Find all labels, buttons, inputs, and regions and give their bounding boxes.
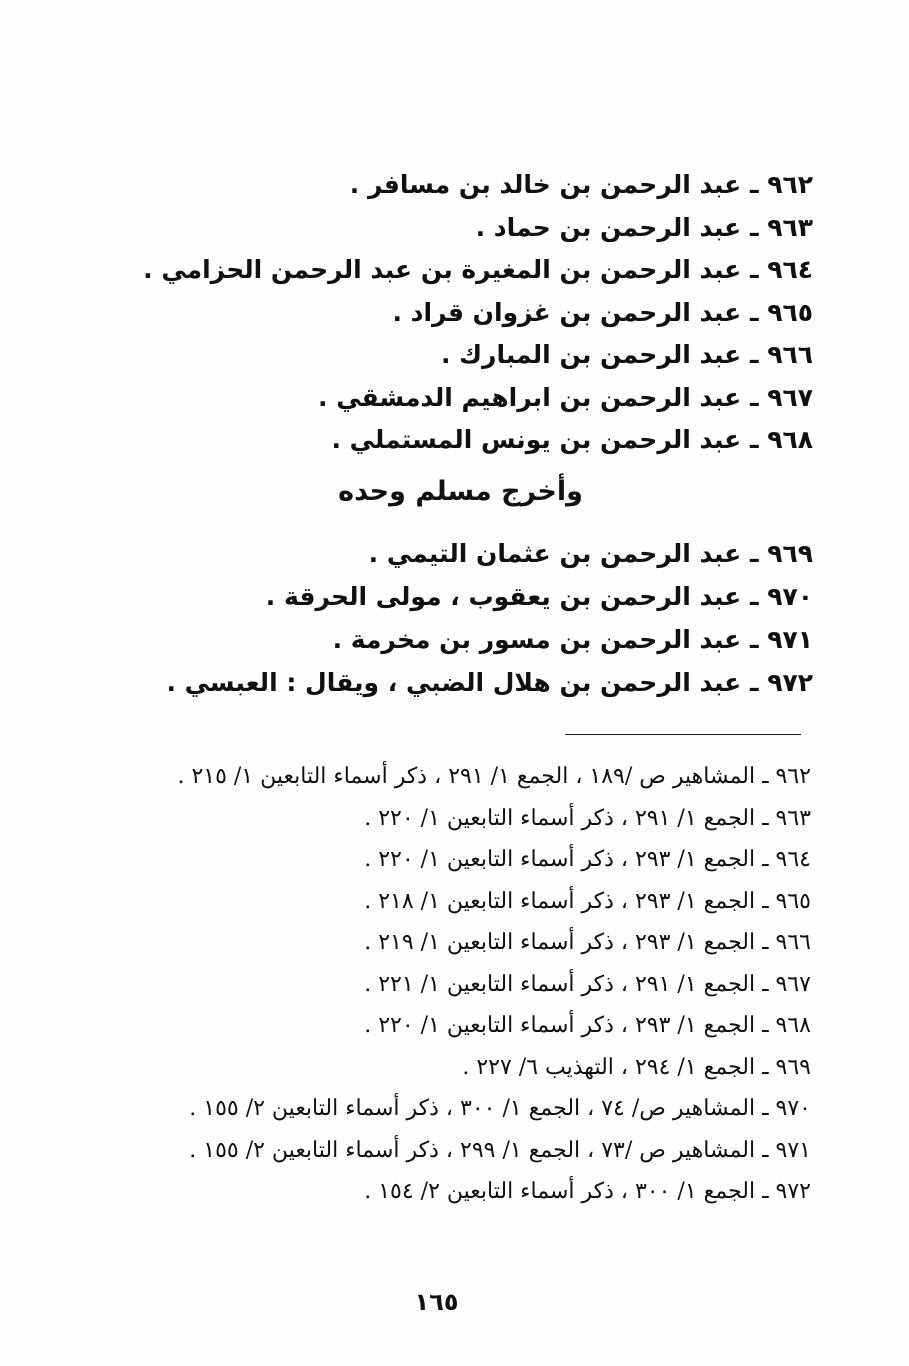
list-item: ٩٦٢ ـ عبد الرحمن بن خالد بن مسافر . xyxy=(349,170,813,199)
footnote: ٩٧٢ ـ الجمع ١/ ٣٠٠ ، ذكر أسماء التابعين ٢/ ١٥٤ . xyxy=(364,1179,811,1204)
list-item: ٩٦٧ ـ عبد الرحمن بن ابراهيم الدمشقي . xyxy=(318,382,813,412)
footnote: ٩٦٧ ـ الجمع ١/ ٢٩١ ، ذكر أسماء التابعين ١/ ٢٢١ . xyxy=(364,971,811,997)
list-item: ٩٦٨ ـ عبد الرحمن بن يونس المستملي . xyxy=(331,425,813,454)
list-item: ٩٦٤ ـ عبد الرحمن بن المغيرة بن عبد الرحمن الحزامي . xyxy=(143,255,813,284)
footnote: ٩٦٤ ـ الجمع ١/ ٢٩٣ ، ذكر أسماء التابعين ١/ ٢٢٠ . xyxy=(364,847,811,872)
footnote-divider xyxy=(565,734,801,735)
footnote: ٩٦٥ ـ الجمع ١/ ٢٩٣ ، ذكر أسماء التابعين ١/ ٢١٨ . xyxy=(364,888,811,914)
list-item: ٩٦٦ ـ عبد الرحمن بن المبارك . xyxy=(440,340,813,369)
footnote: ٩٦٨ ـ الجمع ١/ ٢٩٣ ، ذكر أسماء التابعين ١/ ٢٢٠ . xyxy=(364,1013,811,1038)
footnote: ٩٦٢ ـ المشاهير ص /١٨٩ ، الجمع ١/ ٢٩١ ، ذكر أسماء التابعين ١/ ٢١٥ . xyxy=(177,764,811,789)
footnote: ٩٦٩ ـ الجمع ١/ ٢٩٤ ، التهذيب ٦/ ٢٢٧ . xyxy=(462,1054,811,1080)
footnote: ٩٦٦ ـ الجمع ١/ ٢٩٣ ، ذكر أسماء التابعين ١/ ٢١٩ . xyxy=(364,930,811,955)
footnote: ٩٧٠ ـ المشاهير ص/ ٧٤ ، الجمع ١/ ٣٠٠ ، ذكر أسماء التابعين ٢/ ١٥٥ . xyxy=(189,1096,811,1121)
footnotes xyxy=(91,756,811,1213)
second-entry-list xyxy=(166,532,813,704)
list-item: ٩٦٩ ـ عبد الرحمن بن عثمان التيمي . xyxy=(368,539,813,568)
list-item: ٩٧١ ـ عبد الرحمن بن مسور بن مخرمة . xyxy=(332,625,813,654)
list-item: ٩٦٥ ـ عبد الرحمن بن غزوان قراد . xyxy=(392,297,813,327)
main-entry-list xyxy=(143,164,813,462)
page-number xyxy=(0,1284,909,1320)
page-number-text: ١٦٥ xyxy=(414,1288,459,1316)
section-heading-text: وأخرج مسلم وحده xyxy=(338,476,583,507)
section-heading xyxy=(0,470,909,514)
footnote: ٩٧١ ـ المشاهير ص /٧٣ ، الجمع ١/ ٢٩٩ ، ذكر أسماء التابعين ٢/ ١٥٥ . xyxy=(189,1137,811,1163)
list-item: ٩٧٢ ـ عبد الرحمن بن هلال الضبي ، ويقال : العبسي . xyxy=(166,668,813,697)
list-item: ٩٧٠ ـ عبد الرحمن بن يعقوب ، مولى الحرقة . xyxy=(265,582,813,611)
list-item: ٩٦٣ ـ عبد الرحمن بن حماد . xyxy=(475,212,813,242)
footnote: ٩٦٣ ـ الجمع ١/ ٢٩١ ، ذكر أسماء التابعين ١/ ٢٢٠ . xyxy=(364,805,811,831)
